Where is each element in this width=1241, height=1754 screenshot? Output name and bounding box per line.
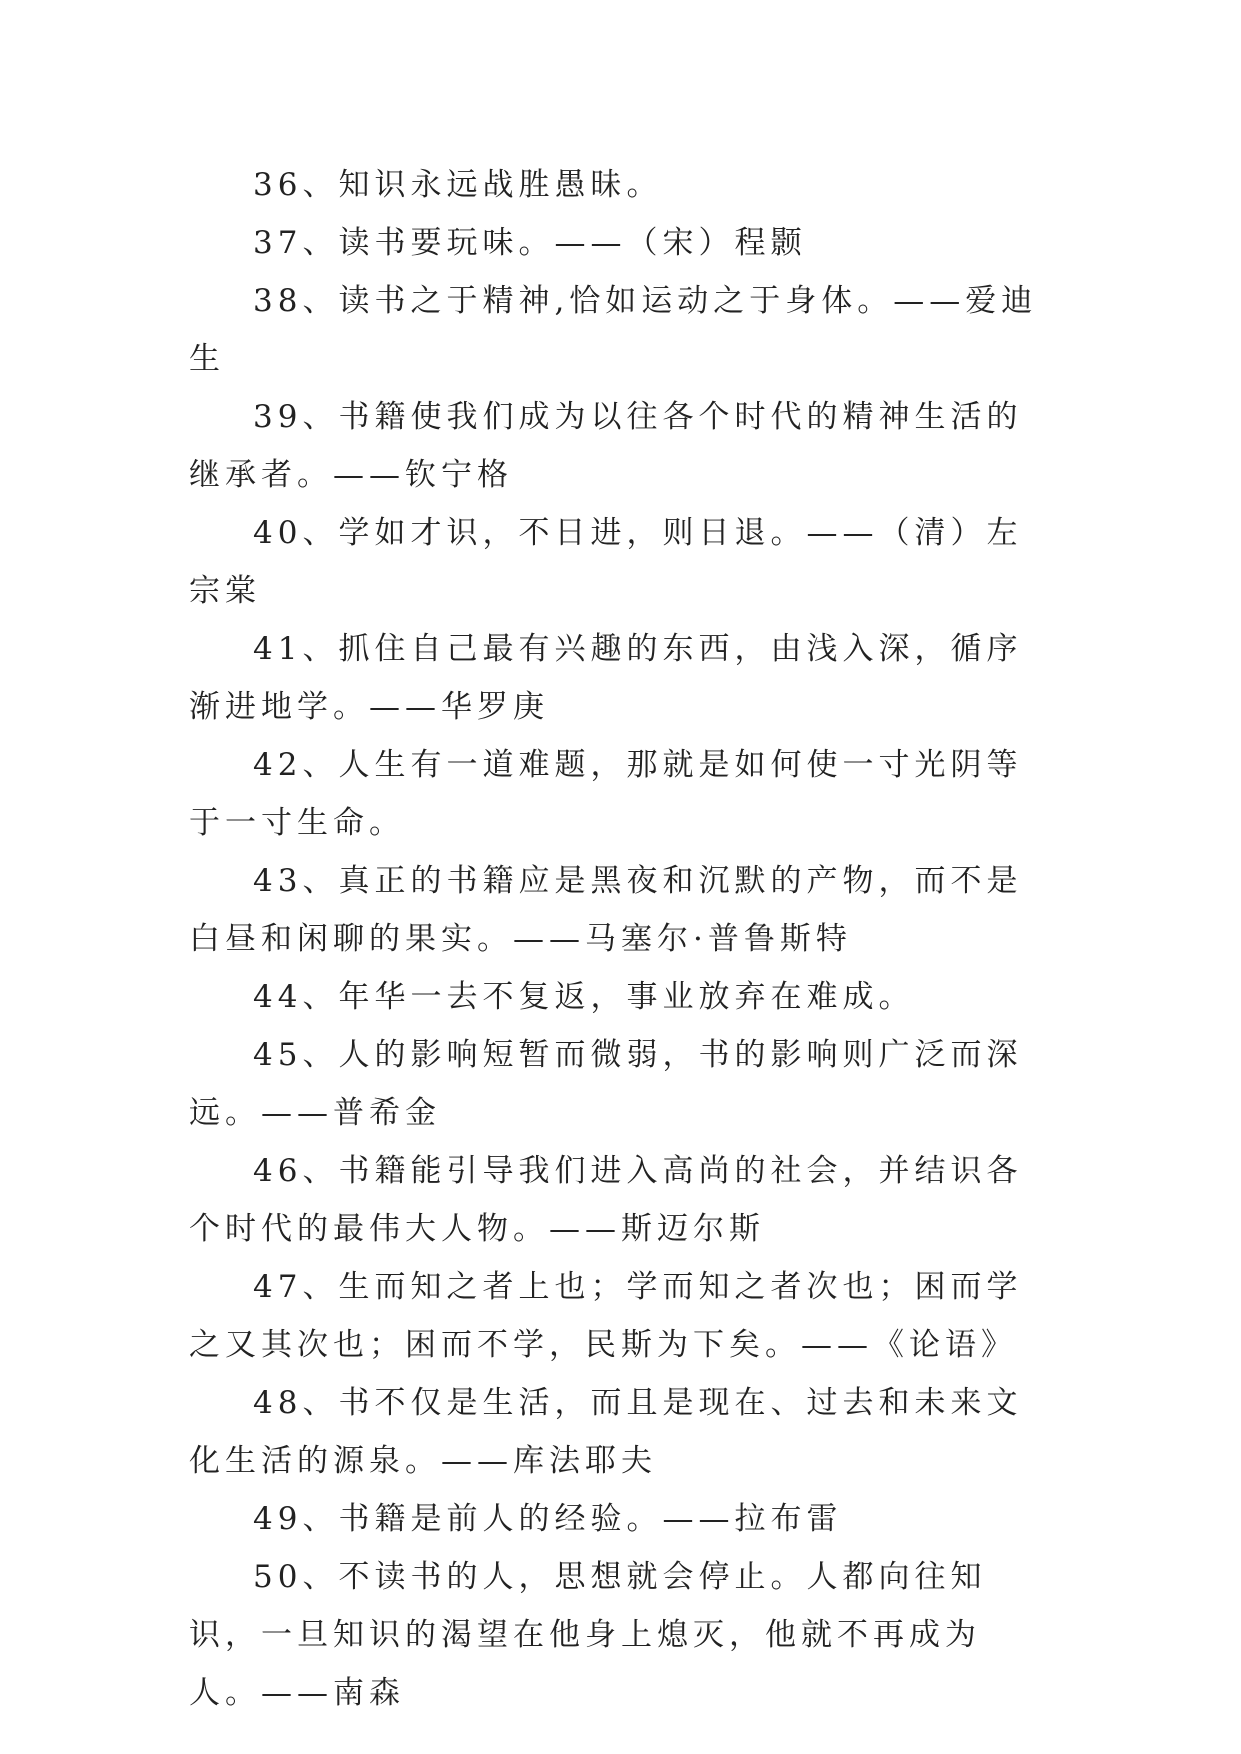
quote-paragraph: 36、知识永远战胜愚昧。 [253, 167, 663, 203]
quote-paragraph: 43、真正的书籍应是黑夜和沉默的产物，而不是白昼和闲聊的果实。——马塞尔·普鲁斯特 [189, 863, 1023, 957]
quote-paragraph: 40、学如才识，不日进，则日退。——（清）左宗棠 [189, 515, 1023, 609]
quote-list [189, 156, 1049, 1722]
quote-paragraph: 42、人生有一道难题，那就是如何使一寸光阴等于一寸生命。 [189, 747, 1023, 841]
quote-paragraph: 38、读书之于精神,恰如运动之于身体。——爱迪生 [189, 283, 1038, 377]
quote-paragraph: 46、书籍能引导我们进入高尚的社会，并结识各个时代的最伟大人物。——斯迈尔斯 [189, 1153, 1023, 1247]
quote-paragraph: 49、书籍是前人的经验。——拉布雷 [253, 1501, 843, 1537]
quote-paragraph: 44、年华一去不复返，事业放弃在难成。 [253, 979, 915, 1015]
quote-paragraph: 45、人的影响短暂而微弱，书的影响则广泛而深远。——普希金 [189, 1037, 1023, 1131]
quote-paragraph: 50、不读书的人，思想就会停止。人都向往知识，一旦知识的渴望在他身上熄灭，他就不再成为人。——南森 [189, 1559, 987, 1711]
quote-paragraph: 41、抓住自己最有兴趣的东西，由浅入深，循序渐进地学。——华罗庚 [189, 631, 1023, 725]
quote-paragraph: 47、生而知之者上也；学而知之者次也；困而学之又其次也；困而不学，民斯为下矣。——《论语》 [189, 1269, 1023, 1363]
quote-paragraph: 39、书籍使我们成为以往各个时代的精神生活的继承者。——钦宁格 [189, 399, 1023, 493]
quote-paragraph: 37、读书要玩味。——（宋）程颢 [253, 225, 807, 261]
quote-paragraph: 48、书不仅是生活，而且是现在、过去和未来文化生活的源泉。——库法耶夫 [189, 1385, 1023, 1479]
